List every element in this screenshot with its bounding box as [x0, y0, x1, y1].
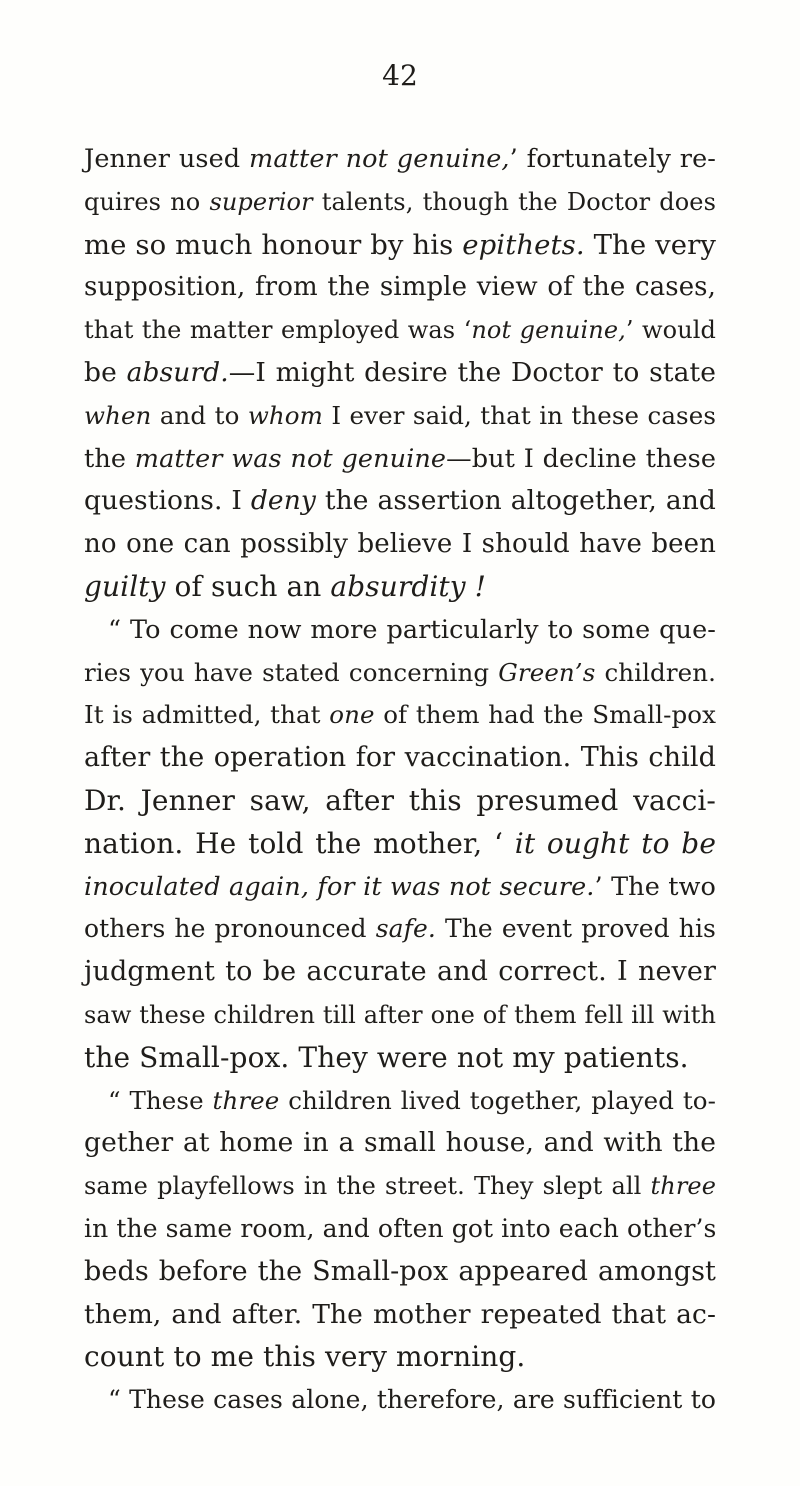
text-segment: the: [84, 443, 135, 474]
text-segment: that the matter employed was ‘: [84, 316, 472, 345]
text-line: [84, 523, 716, 566]
text-line: [84, 395, 716, 438]
text-line: [84, 438, 716, 481]
text-line: [84, 908, 716, 951]
text-line: [84, 780, 716, 823]
text-segment: quires no: [84, 187, 210, 216]
text-segment: talents, though the Doctor does: [312, 187, 716, 216]
italic-text: three: [212, 1085, 280, 1115]
text-line: [84, 1336, 716, 1379]
text-segment: —I might desire the Doctor to state: [228, 356, 717, 388]
italic-text: deny: [250, 485, 316, 517]
text-segment: Jenner used: [84, 144, 250, 174]
text-segment: same playfellows in the street. They slept all: [84, 1172, 651, 1201]
text-segment: gether at home in a small house, and with the: [84, 1127, 716, 1159]
text-line: [84, 737, 716, 780]
text-line: [84, 224, 716, 267]
text-segment: beds before the Small-pox appeared amongst: [84, 1255, 716, 1287]
italic-text: safe.: [375, 914, 436, 944]
text-segment: and to: [151, 400, 248, 430]
text-segment: “ These cases alone, therefore, are sufficient to: [108, 1385, 716, 1415]
text-segment: questions. I: [84, 485, 251, 517]
text-line: [84, 1379, 716, 1422]
page-number: 42: [382, 59, 418, 92]
text-segment: in the same room, and often got into each other’s: [84, 1213, 717, 1243]
italic-text: Green’s: [498, 657, 596, 687]
italic-text: absurd.: [126, 356, 229, 388]
italic-text: superior: [209, 187, 313, 216]
text-segment: “ These: [108, 1085, 213, 1115]
text-line: [84, 1165, 716, 1208]
text-line: [84, 694, 716, 737]
text-line: [84, 1122, 716, 1165]
text-segment: children.: [595, 657, 717, 687]
text-line: [84, 266, 716, 309]
text-segment: ’ The two: [594, 871, 716, 902]
italic-text: guilty: [84, 569, 166, 603]
italic-text: inoculated again, for it was not secure.: [84, 871, 595, 902]
text-line: [84, 1294, 716, 1337]
text-line: [84, 994, 716, 1037]
text-line: [84, 566, 716, 609]
text-segment: The event proved his: [435, 914, 716, 944]
text-line: [84, 1080, 716, 1123]
text-segment: of them had the Small-pox: [374, 700, 716, 730]
italic-text: matter was not genuine: [134, 443, 447, 474]
text-segment: me so much honour by his: [84, 228, 463, 261]
text-line: [84, 652, 716, 695]
italic-text: it ought to be: [514, 826, 716, 860]
text-segment: ’ fortunately re-: [509, 144, 716, 174]
text-line: [84, 138, 716, 181]
text-line: [84, 1208, 716, 1251]
italic-text: not genuine,: [471, 316, 626, 345]
text-segment: of such an: [165, 569, 331, 603]
text-line: [84, 1037, 716, 1080]
text-line: [84, 181, 716, 224]
body-text: [84, 138, 716, 1422]
text-segment: saw these children till after one of them fell ill with: [84, 1000, 716, 1029]
text-segment: count to me this very morning.: [84, 1340, 526, 1374]
text-segment: them, and after. The mother repeated that ac-: [84, 1298, 716, 1330]
text-segment: after the operation for vaccination. This child: [84, 742, 716, 774]
text-segment: The very: [584, 228, 716, 261]
text-segment: It is admitted, that: [84, 700, 330, 730]
text-segment: I ever said, that in these cases: [322, 400, 716, 430]
text-segment: “ To come now more particularly to some que-: [108, 614, 716, 645]
text-segment: the assertion altogether, and: [315, 485, 716, 517]
text-segment: ’ would: [625, 316, 716, 345]
text-segment: the Small-pox. They were not my patients.: [84, 1040, 689, 1074]
text-segment: no one can possibly believe I should have been: [84, 529, 716, 560]
text-line: [84, 823, 716, 866]
text-line: [84, 609, 716, 652]
italic-text: matter not genuine,: [249, 144, 510, 174]
italic-text: one: [329, 700, 375, 730]
text-line: [84, 1251, 716, 1294]
text-segment: supposition, from the simple view of the cases,: [84, 272, 716, 303]
text-segment: others he pronounced: [84, 914, 376, 944]
text-segment: children lived together, played to-: [279, 1085, 717, 1115]
text-segment: ries you have stated concerning: [84, 657, 499, 687]
text-segment: be: [84, 356, 127, 388]
italic-text: whom: [247, 400, 323, 430]
text-line: [84, 951, 716, 994]
text-segment: judgment to be accurate and correct. I never: [84, 956, 716, 988]
text-line: [84, 480, 716, 523]
text-segment: Dr. Jenner saw, after this presumed vacci-: [84, 783, 716, 817]
italic-text: when: [84, 400, 152, 430]
text-segment: nation. He told the mother, ‘: [84, 826, 515, 860]
text-line: [84, 866, 716, 909]
text-line: [84, 352, 716, 395]
italic-text: epithets.: [462, 228, 585, 261]
italic-text: absurdity !: [330, 569, 487, 603]
italic-text: three: [650, 1172, 716, 1201]
text-line: [84, 309, 716, 352]
text-segment: —but I decline these: [446, 443, 717, 474]
